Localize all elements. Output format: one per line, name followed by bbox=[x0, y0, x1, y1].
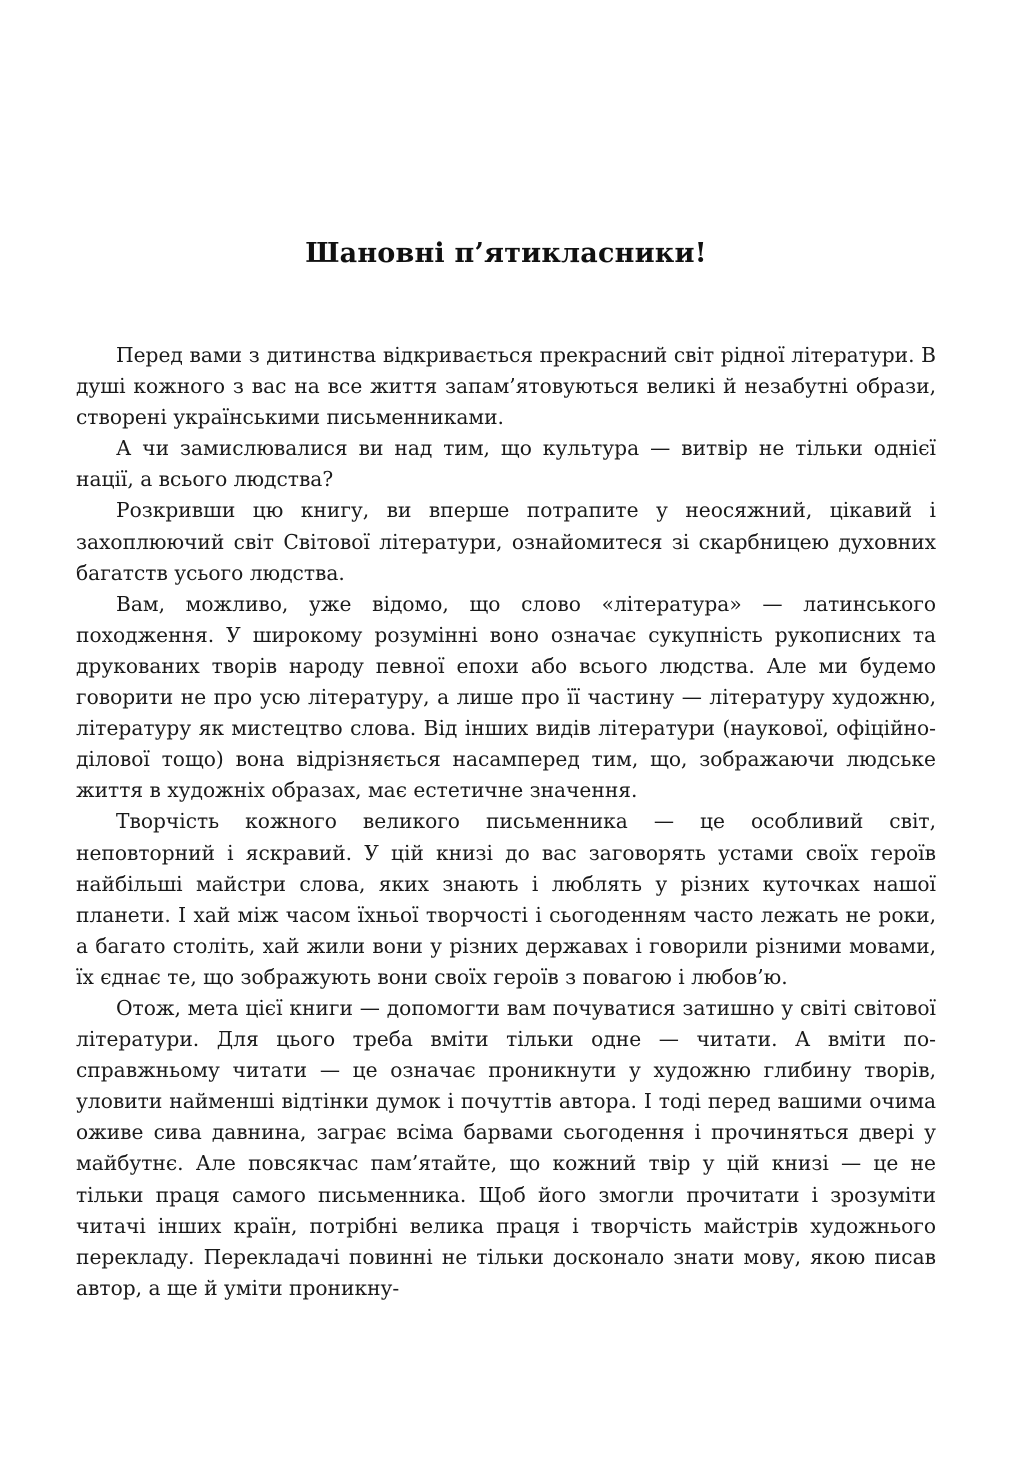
paragraph: Творчість кожного великого письменника — це особливий світ, неповторний і яскравий. У цій книзі до вас заговорять устами своїх героїв найбільші майстри слова, яких знають і люблять у різних куточках нашої планети. І хай між часом їхньої творчості і сьогоденням часто лежать не роки, а багато століть, хай жили вони у різних державах і говорили різними мовами, їх єднає те, що зображують вони своїх героїв з повагою і любов’ю. bbox=[76, 809, 936, 989]
paragraph: Отож, мета цієї книги — допомогти вам почуватися затишно у світі світової літератури. Для цього треба вміти тільки одне — читати. А вміти по-справжньому читати — це означає проникнути у художню глибину творів, уловити найменші відтінки думок і почуттів автора. І тоді перед вашими очима оживе сива давнина, заграє всіма барвами сьогодення і прочиняться двері у майбутнє. Але повсякчас пам’ятайте, що кожний твір у цій книзі — це не тільки праця самого письменника. Щоб його змогли прочитати і зрозуміти читачі інших країн, потрібні велика праця і творчість майстрів художнього перекладу. Перекладачі повинні не тільки досконало знати мову, якою писав автор, а ще й уміти проникну- bbox=[76, 995, 936, 1300]
paragraph: Перед вами з дитинства відкривається прекрасний світ рідної літератури. В душі кожного з вас на все життя запам’ятовуються великі й незабутні образи, створені українськими письменниками. bbox=[76, 343, 936, 430]
paragraph: Розкривши цю книгу, ви вперше потрапите у неосяжний, цікавий і захоплюючий світ Світової літератури, ознайомитеся зі скарбницею духовних багатств усього людства. bbox=[76, 498, 936, 585]
paragraph: А чи замислювалися ви над тим, що культура — витвір не тільки однієї нації, а всього людства? bbox=[76, 436, 936, 492]
paragraph: Вам, можливо, уже відомо, що слово «література» — латинського походження. У широкому розумінні воно означає сукупність рукописних та друкованих творів народу певної епохи або всього людства. Але ми будемо говорити не про усю літературу, а лише про її частину — літературу художню, літературу як мистецтво слова. Від інших видів літератури (наукової, офіційно-ділової тощо) вона відрізняється насамперед тим, що, зображаючи людське життя в художніх образах, має естетичне значення. bbox=[76, 591, 936, 803]
page-title: Шановні п’ятикласники! bbox=[305, 238, 707, 269]
body-text bbox=[76, 340, 936, 1304]
